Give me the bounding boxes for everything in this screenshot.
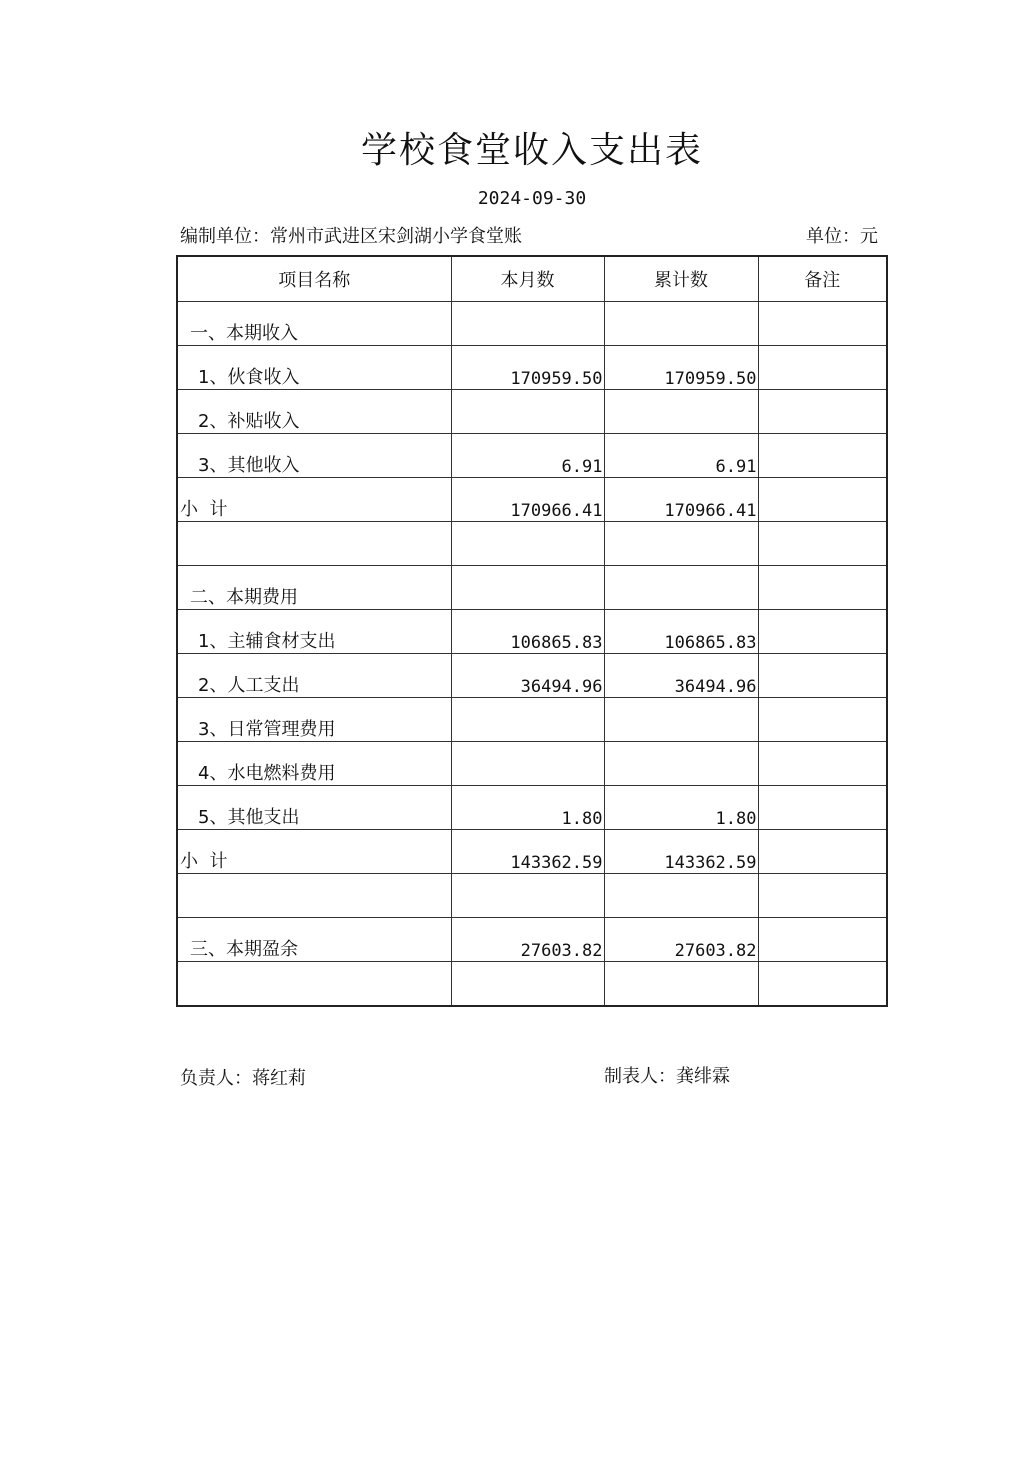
row-total-value <box>604 522 758 566</box>
row-total-value <box>604 302 758 346</box>
row-total-value: 106865.83 <box>604 610 758 654</box>
table-row <box>177 566 887 610</box>
row-month-value <box>451 390 604 434</box>
table-row <box>177 918 887 962</box>
table-row <box>177 390 887 434</box>
row-total-value <box>604 874 758 918</box>
table-row <box>177 522 887 566</box>
column-header-month: 本月数 <box>451 256 604 302</box>
row-note <box>758 742 887 786</box>
table-row <box>177 830 887 874</box>
row-total-value: 170959.50 <box>604 346 758 390</box>
row-item-name: 小 计 <box>177 830 451 874</box>
row-month-value: 106865.83 <box>451 610 604 654</box>
row-item-name: 2、补贴收入 <box>177 390 451 434</box>
column-header-item: 项目名称 <box>177 256 451 302</box>
row-month-value <box>451 742 604 786</box>
row-total-value <box>604 698 758 742</box>
row-item-name: 一、本期收入 <box>177 302 451 346</box>
row-note <box>758 478 887 522</box>
row-item-name <box>177 874 451 918</box>
table-row <box>177 786 887 830</box>
income-expense-table <box>176 255 888 1007</box>
row-note <box>758 302 887 346</box>
row-note <box>758 434 887 478</box>
row-note <box>758 566 887 610</box>
row-item-name <box>177 522 451 566</box>
row-month-value: 36494.96 <box>451 654 604 698</box>
column-header-total: 累计数 <box>604 256 758 302</box>
row-note <box>758 654 887 698</box>
row-note <box>758 874 887 918</box>
row-month-value <box>451 874 604 918</box>
table-row <box>177 654 887 698</box>
row-note <box>758 830 887 874</box>
row-total-value <box>604 566 758 610</box>
row-note <box>758 610 887 654</box>
table-row <box>177 478 887 522</box>
row-total-value <box>604 962 758 1007</box>
row-month-value: 27603.82 <box>451 918 604 962</box>
row-note <box>758 962 887 1007</box>
unit-label: 单位：元 <box>806 226 878 247</box>
row-note <box>758 522 887 566</box>
row-note <box>758 786 887 830</box>
report-title: 学校食堂收入支出表 <box>360 130 703 171</box>
row-month-value <box>451 962 604 1007</box>
row-item-name: 3、日常管理费用 <box>177 698 451 742</box>
row-total-value: 1.80 <box>604 786 758 830</box>
report-date: 2024-09-30 <box>477 188 587 209</box>
row-item-name: 三、本期盈余 <box>177 918 451 962</box>
row-item-name: 3、其他收入 <box>177 434 451 478</box>
row-item-name: 4、水电燃料费用 <box>177 742 451 786</box>
row-total-value <box>604 742 758 786</box>
row-total-value: 170966.41 <box>604 478 758 522</box>
org-label: 编制单位：常州市武进区宋剑湖小学食堂账 <box>180 226 522 247</box>
row-total-value <box>604 390 758 434</box>
row-note <box>758 698 887 742</box>
table-row <box>177 434 887 478</box>
row-item-name: 2、人工支出 <box>177 654 451 698</box>
row-item-name <box>177 962 451 1007</box>
row-item-name: 1、伙食收入 <box>177 346 451 390</box>
responsible-person: 负责人：蒋红莉 <box>180 1068 306 1089</box>
row-month-value: 170966.41 <box>451 478 604 522</box>
row-note <box>758 346 887 390</box>
preparer: 制表人：龚绯霖 <box>604 1066 730 1087</box>
row-month-value: 6.91 <box>451 434 604 478</box>
row-item-name: 1、主辅食材支出 <box>177 610 451 654</box>
table-row <box>177 346 887 390</box>
table-row <box>177 742 887 786</box>
row-total-value: 6.91 <box>604 434 758 478</box>
row-month-value: 170959.50 <box>451 346 604 390</box>
table-body <box>177 302 887 1007</box>
row-month-value <box>451 302 604 346</box>
row-item-name: 5、其他支出 <box>177 786 451 830</box>
row-month-value: 143362.59 <box>451 830 604 874</box>
row-month-value <box>451 698 604 742</box>
table-header-row <box>177 256 887 302</box>
row-item-name: 小 计 <box>177 478 451 522</box>
table-row <box>177 610 887 654</box>
table-row <box>177 302 887 346</box>
row-total-value: 27603.82 <box>604 918 758 962</box>
row-note <box>758 390 887 434</box>
table-row <box>177 962 887 1007</box>
table-row <box>177 874 887 918</box>
table-row <box>177 698 887 742</box>
row-total-value: 143362.59 <box>604 830 758 874</box>
row-item-name: 二、本期费用 <box>177 566 451 610</box>
row-total-value: 36494.96 <box>604 654 758 698</box>
row-month-value <box>451 566 604 610</box>
row-note <box>758 918 887 962</box>
row-month-value <box>451 522 604 566</box>
row-month-value: 1.80 <box>451 786 604 830</box>
column-header-note: 备注 <box>758 256 887 302</box>
